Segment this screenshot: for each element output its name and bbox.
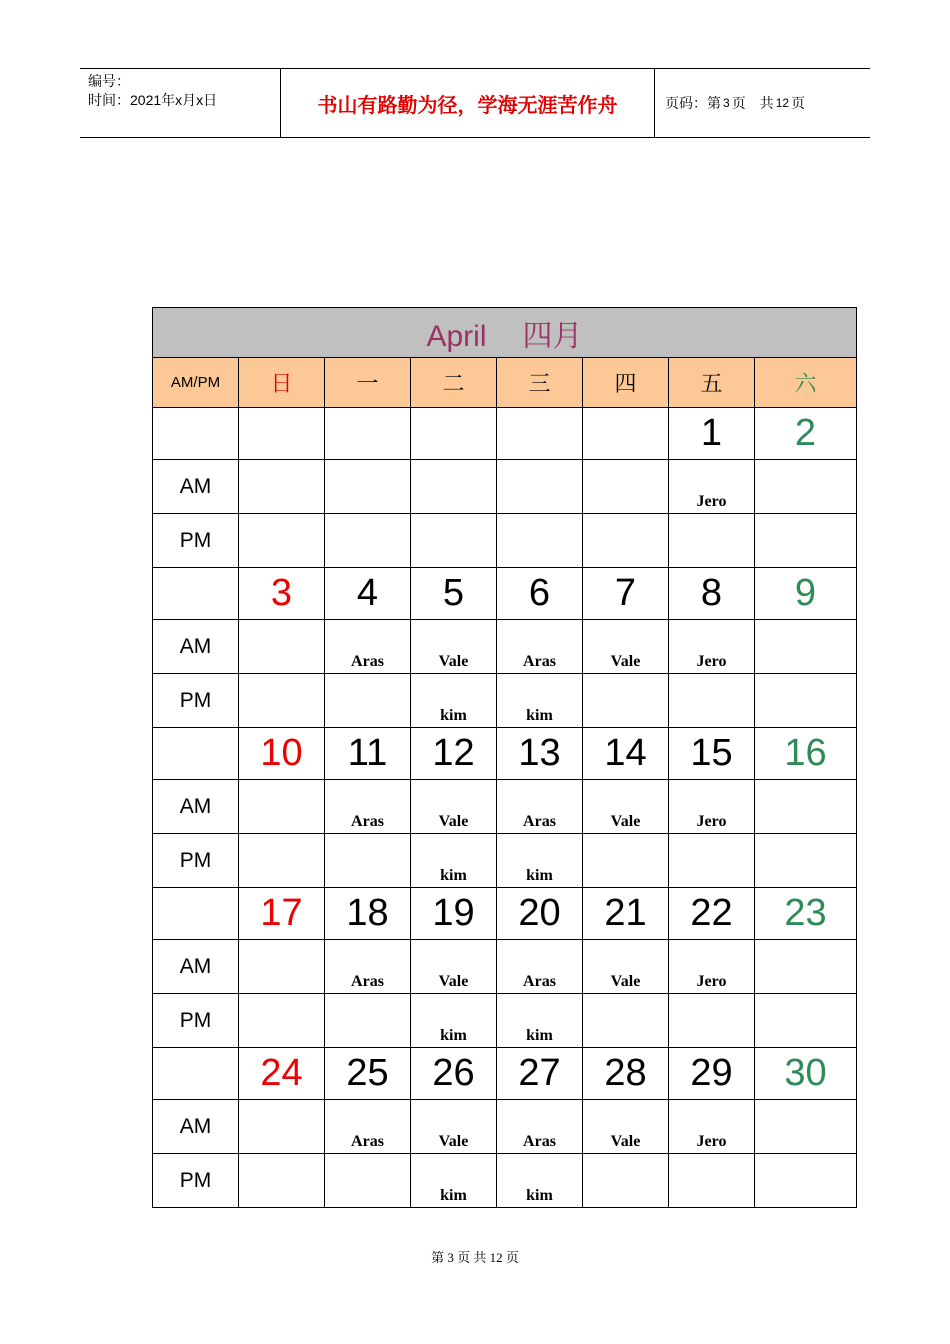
am-label: AM: [153, 780, 239, 834]
date-row-label: [153, 888, 239, 940]
am-assignee-cell: [239, 1100, 325, 1154]
pm-assignee-cell: kim: [497, 674, 583, 728]
am-assignee-cell: Aras: [497, 780, 583, 834]
am-assignee-cell: Jero: [669, 940, 755, 994]
am-label: AM: [153, 460, 239, 514]
am-assignee-cell: Aras: [325, 780, 411, 834]
weekday-fri: 五: [669, 358, 755, 408]
pm-assignee-cell: [239, 1154, 325, 1208]
pm-assignee-cell: [583, 514, 669, 568]
pm-assignee-cell: [239, 514, 325, 568]
number-label: 编号：: [88, 73, 130, 89]
weekday-thu: 四: [583, 358, 669, 408]
am-assignee-cell: [755, 1100, 857, 1154]
week-date-row: [153, 408, 857, 460]
pm-assignee-cell: kim: [411, 674, 497, 728]
pm-assignee-cell: kim: [497, 1154, 583, 1208]
am-row: [153, 460, 857, 514]
pm-row: [153, 834, 857, 888]
am-assignee-cell: Vale: [583, 1100, 669, 1154]
am-assignee-cell: Vale: [411, 780, 497, 834]
pm-assignee-cell: [755, 834, 857, 888]
date-cell: 7: [583, 568, 669, 620]
pm-assignee-cell: [239, 834, 325, 888]
page-prefix: 页码：第: [665, 95, 721, 111]
header-meta: [80, 69, 281, 137]
am-assignee-cell: [239, 780, 325, 834]
month-title-row: [153, 308, 857, 358]
am-row: [153, 780, 857, 834]
date-cell: 28: [583, 1048, 669, 1100]
date-cell: 6: [497, 568, 583, 620]
am-label: AM: [153, 940, 239, 994]
date-cell: 3: [239, 568, 325, 620]
pm-assignee-cell: [497, 514, 583, 568]
am-assignee-cell: Aras: [497, 940, 583, 994]
pm-assignee-cell: [669, 1154, 755, 1208]
am-assignee-cell: [239, 460, 325, 514]
page-header: [80, 68, 870, 138]
am-assignee-cell: [583, 460, 669, 514]
weekday-sat: 六: [755, 358, 857, 408]
pm-assignee-cell: [325, 514, 411, 568]
date-cell: 10: [239, 728, 325, 780]
date-cell: 12: [411, 728, 497, 780]
pm-assignee-cell: [669, 514, 755, 568]
weekday-sun: 日: [239, 358, 325, 408]
am-label: AM: [153, 620, 239, 674]
am-assignee-cell: Vale: [583, 620, 669, 674]
date-cell: [411, 408, 497, 460]
date-cell: 24: [239, 1048, 325, 1100]
date-cell: 22: [669, 888, 755, 940]
motto: 书山有路勤为径，学海无涯苦作舟: [281, 69, 655, 137]
am-assignee-cell: Vale: [583, 780, 669, 834]
date-row-label: [153, 728, 239, 780]
date-cell: [325, 408, 411, 460]
pm-assignee-cell: [755, 994, 857, 1048]
date-cell: 13: [497, 728, 583, 780]
date-cell: 8: [669, 568, 755, 620]
pm-row: [153, 674, 857, 728]
am-assignee-cell: [755, 780, 857, 834]
pm-assignee-cell: [583, 834, 669, 888]
ampm-header: AM/PM: [153, 358, 239, 408]
pm-assignee-cell: [583, 994, 669, 1048]
pm-row: [153, 1154, 857, 1208]
am-assignee-cell: Vale: [411, 1100, 497, 1154]
pm-label: PM: [153, 514, 239, 568]
date-row-label: [153, 408, 239, 460]
date-row-label: [153, 1048, 239, 1100]
page-indicator: [655, 69, 870, 137]
pm-row: [153, 514, 857, 568]
am-label: AM: [153, 1100, 239, 1154]
date-cell: [583, 408, 669, 460]
am-assignee-cell: Vale: [411, 940, 497, 994]
month-title: [153, 308, 857, 358]
date-cell: 5: [411, 568, 497, 620]
am-row: [153, 620, 857, 674]
am-assignee-cell: [325, 460, 411, 514]
pm-assignee-cell: [583, 674, 669, 728]
month-en: April: [426, 319, 487, 353]
am-assignee-cell: [411, 460, 497, 514]
am-assignee-cell: [239, 620, 325, 674]
pm-assignee-cell: [239, 994, 325, 1048]
pm-row: [153, 994, 857, 1048]
calendar-table: [152, 307, 857, 1208]
date-cell: 25: [325, 1048, 411, 1100]
pm-assignee-cell: [669, 834, 755, 888]
pm-assignee-cell: [239, 674, 325, 728]
am-assignee-cell: [755, 460, 857, 514]
date-cell: 1: [669, 408, 755, 460]
am-assignee-cell: Aras: [497, 620, 583, 674]
pm-assignee-cell: kim: [411, 994, 497, 1048]
page-suffix: 页: [791, 95, 806, 111]
pm-assignee-cell: kim: [411, 1154, 497, 1208]
pm-label: PM: [153, 834, 239, 888]
am-row: [153, 1100, 857, 1154]
date-cell: 30: [755, 1048, 857, 1100]
pm-assignee-cell: kim: [497, 994, 583, 1048]
pm-assignee-cell: [325, 1154, 411, 1208]
weekday-mon: 一: [325, 358, 411, 408]
pm-label: PM: [153, 1154, 239, 1208]
date-cell: 21: [583, 888, 669, 940]
pm-assignee-cell: [755, 514, 857, 568]
page-mid: 页 共: [731, 95, 774, 111]
pm-label: PM: [153, 994, 239, 1048]
page-current: 3: [723, 96, 730, 110]
am-assignee-cell: Aras: [325, 1100, 411, 1154]
am-assignee-cell: Aras: [497, 1100, 583, 1154]
am-assignee-cell: Aras: [325, 940, 411, 994]
date-cell: 11: [325, 728, 411, 780]
page-footer: 第 3 页 共 12 页: [431, 1250, 519, 1265]
am-assignee-cell: [497, 460, 583, 514]
weekday-header-row: [153, 358, 857, 408]
week-date-row: [153, 728, 857, 780]
am-assignee-cell: [755, 940, 857, 994]
weekday-tue: 二: [411, 358, 497, 408]
week-date-row: [153, 568, 857, 620]
am-assignee-cell: Jero: [669, 780, 755, 834]
pm-assignee-cell: [325, 834, 411, 888]
date-cell: 16: [755, 728, 857, 780]
date-cell: 20: [497, 888, 583, 940]
date-cell: 27: [497, 1048, 583, 1100]
pm-assignee-cell: [669, 994, 755, 1048]
pm-assignee-cell: [755, 1154, 857, 1208]
date-cell: [497, 408, 583, 460]
am-assignee-cell: [239, 940, 325, 994]
date-cell: 14: [583, 728, 669, 780]
date-cell: [239, 408, 325, 460]
week-date-row: [153, 888, 857, 940]
month-zh: 四月: [522, 319, 583, 353]
am-assignee-cell: Jero: [669, 620, 755, 674]
date-cell: 2: [755, 408, 857, 460]
pm-assignee-cell: kim: [411, 834, 497, 888]
date-cell: 26: [411, 1048, 497, 1100]
date-cell: 15: [669, 728, 755, 780]
date-cell: 18: [325, 888, 411, 940]
date-cell: 19: [411, 888, 497, 940]
date-cell: 23: [755, 888, 857, 940]
pm-assignee-cell: [411, 514, 497, 568]
pm-assignee-cell: [669, 674, 755, 728]
am-assignee-cell: Jero: [669, 1100, 755, 1154]
pm-assignee-cell: kim: [497, 834, 583, 888]
date-cell: 17: [239, 888, 325, 940]
am-assignee-cell: [755, 620, 857, 674]
page-total: 12: [775, 96, 790, 110]
date-cell: 9: [755, 568, 857, 620]
weekday-wed: 三: [497, 358, 583, 408]
week-date-row: [153, 1048, 857, 1100]
date-row-label: [153, 568, 239, 620]
date-cell: 4: [325, 568, 411, 620]
pm-assignee-cell: [755, 674, 857, 728]
pm-assignee-cell: [325, 994, 411, 1048]
am-row: [153, 940, 857, 994]
time-label: 时间：2021年x月x日: [88, 92, 218, 108]
pm-label: PM: [153, 674, 239, 728]
am-assignee-cell: Aras: [325, 620, 411, 674]
am-assignee-cell: Vale: [411, 620, 497, 674]
am-assignee-cell: Vale: [583, 940, 669, 994]
pm-assignee-cell: [325, 674, 411, 728]
date-cell: 29: [669, 1048, 755, 1100]
pm-assignee-cell: [583, 1154, 669, 1208]
am-assignee-cell: Jero: [669, 460, 755, 514]
